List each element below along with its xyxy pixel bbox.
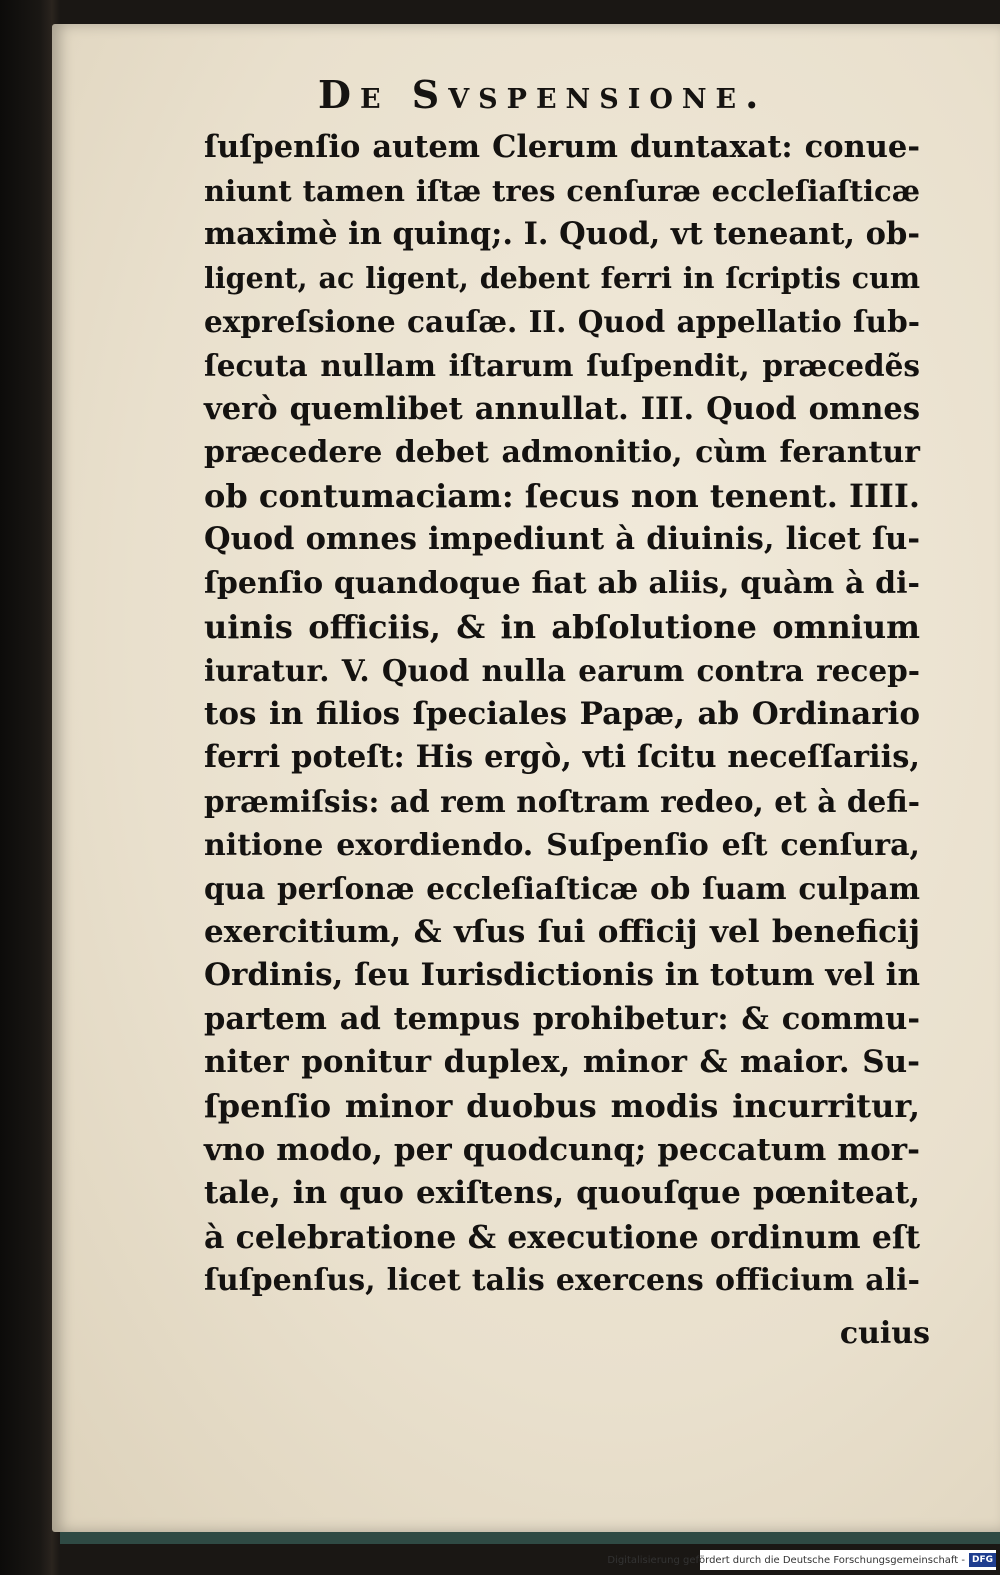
text-line: ferri poteſt: His ergò, vti ſcitu neceſſariis,: [204, 739, 920, 776]
text-line: nitione exordiendo. Suſpenſio eſt cenſura,: [204, 827, 920, 863]
text-line: vno modo, per quodcunq; peccatum mor-: [204, 1131, 920, 1168]
text-line: qua perſonæ eccleſiaſticæ ob ſuam culpam: [204, 871, 920, 907]
text-line: Quod omnes impediunt à diuinis, licet ſu-: [204, 521, 920, 558]
text-line: maximè in quinq;. I. Quod, vt teneant, ob-: [204, 216, 920, 253]
running-head: De Svspensione.: [318, 72, 768, 117]
body-text: [204, 126, 920, 1303]
text-line: verò quemlibet annullat. III. Quod omnes: [204, 390, 920, 427]
text-line: tale, in quo exiſtens, quouſque pœniteat,: [204, 1175, 920, 1212]
footer-credit: Digitalisierung gefördert durch die Deutsche Forschungsgemeinschaft -: [607, 1554, 965, 1566]
text-line: uinis officiis, & in abſolutione omnium: [204, 607, 920, 646]
text-line: ob contumaciam: ſecus non tenent. IIII.: [204, 476, 920, 515]
text-line: exercitium, & vſus ſui officij vel beneficij: [204, 913, 920, 950]
text-line: ſuſpenſus, licet talis exercens officium ali-: [204, 1263, 920, 1299]
text-line: expreſsione cauſæ. II. Quod appellatio ſub-: [204, 304, 920, 340]
text-line: ſuſpenſio autem Clerum duntaxat: conue-: [204, 129, 920, 165]
dfg-logo: DFG: [969, 1553, 996, 1567]
text-line: iuratur. V. Quod nulla earum contra recep-: [204, 653, 920, 689]
text-line: ſpenſio quandoque fiat ab aliis, quàm à di-: [204, 565, 920, 601]
digitization-footer: [607, 1550, 996, 1570]
text-line: præmiſsis: ad rem noſtram redeo, et à defi-: [204, 783, 920, 819]
catchword: cuius: [839, 1316, 930, 1351]
text-line: niter ponitur duplex, minor & maior. Su-: [204, 1044, 920, 1081]
text-line: ligent, ac ligent, debent ferri in ſcriptis cum: [204, 260, 920, 295]
text-line: tos in filios ſpeciales Papæ, ab Ordinario: [204, 695, 920, 732]
text-line: præcedere debet admonitio, cùm ferantur: [204, 435, 920, 471]
text-line: ſpenſio minor duobus modis incurritur,: [204, 1087, 920, 1126]
book-cover-edge: [60, 1532, 1000, 1544]
text-line: niunt tamen iſtæ tres cenſuræ eccleſiaſticæ: [204, 173, 920, 208]
text-line: à celebratione & executione ordinum eſt: [204, 1218, 920, 1256]
text-line: Ordinis, ſeu Iurisdictionis in totum vel in: [204, 957, 920, 994]
text-line: ſecuta nullam iſtarum ſuſpendit, præcedẽs: [204, 347, 920, 383]
text-line: partem ad tempus prohibetur: & commu-: [204, 1000, 920, 1037]
